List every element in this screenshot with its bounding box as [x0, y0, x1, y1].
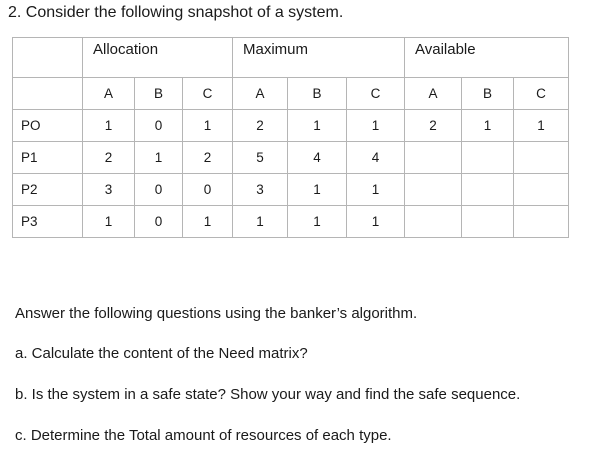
value-cell: 2 [233, 110, 288, 142]
value-cell: 1 [347, 174, 405, 206]
value-cell: 1 [83, 206, 135, 238]
value-cell [514, 206, 569, 238]
column-header: C [183, 78, 233, 110]
value-cell: 1 [288, 174, 347, 206]
question-b: b. Is the system in a safe state? Show your way and find the safe sequence. [15, 386, 521, 403]
group-header-maximum: Maximum [233, 38, 405, 78]
value-cell [514, 174, 569, 206]
value-cell: 1 [233, 206, 288, 238]
value-cell [405, 206, 462, 238]
corner-cell [13, 38, 83, 78]
value-cell [514, 142, 569, 174]
process-cell: P3 [13, 206, 83, 238]
value-cell: 1 [514, 110, 569, 142]
value-cell: 0 [135, 110, 183, 142]
questions-intro: Answer the following questions using the banker’s algorithm. [15, 305, 418, 322]
table-row [13, 206, 569, 238]
value-cell: 5 [233, 142, 288, 174]
value-cell: 1 [135, 142, 183, 174]
process-cell: PO [13, 110, 83, 142]
column-header: C [514, 78, 569, 110]
value-cell: 2 [405, 110, 462, 142]
value-cell: 4 [288, 142, 347, 174]
column-header: C [347, 78, 405, 110]
value-cell [405, 174, 462, 206]
value-cell: 1 [183, 110, 233, 142]
table-row [13, 142, 569, 174]
value-cell: 1 [347, 110, 405, 142]
value-cell [462, 174, 514, 206]
snapshot-table [12, 37, 569, 238]
value-cell: 1 [347, 206, 405, 238]
value-cell: 2 [83, 142, 135, 174]
column-header: A [83, 78, 135, 110]
column-header: B [135, 78, 183, 110]
process-header-cell [13, 78, 83, 110]
value-cell: 0 [183, 174, 233, 206]
column-header: B [288, 78, 347, 110]
table-row [13, 110, 569, 142]
value-cell: 4 [347, 142, 405, 174]
column-header-row [13, 78, 569, 110]
question-heading: 2. Consider the following snapshot of a system. [8, 4, 344, 21]
value-cell: 1 [183, 206, 233, 238]
value-cell: 0 [135, 174, 183, 206]
group-header-allocation: Allocation [83, 38, 233, 78]
group-header-available: Available [405, 38, 569, 78]
process-cell: P1 [13, 142, 83, 174]
column-header: A [233, 78, 288, 110]
process-cell: P2 [13, 174, 83, 206]
value-cell [462, 142, 514, 174]
table-row [13, 174, 569, 206]
value-cell: 3 [83, 174, 135, 206]
question-a: a. Calculate the content of the Need matrix? [15, 345, 308, 362]
group-header-row [13, 38, 569, 78]
value-cell [462, 206, 514, 238]
value-cell: 1 [83, 110, 135, 142]
question-c: c. Determine the Total amount of resources of each type. [15, 427, 392, 444]
value-cell: 1 [288, 206, 347, 238]
value-cell: 0 [135, 206, 183, 238]
value-cell: 1 [288, 110, 347, 142]
column-header: B [462, 78, 514, 110]
questions-block [15, 304, 520, 467]
value-cell: 1 [462, 110, 514, 142]
value-cell: 3 [233, 174, 288, 206]
column-header: A [405, 78, 462, 110]
value-cell [405, 142, 462, 174]
value-cell: 2 [183, 142, 233, 174]
